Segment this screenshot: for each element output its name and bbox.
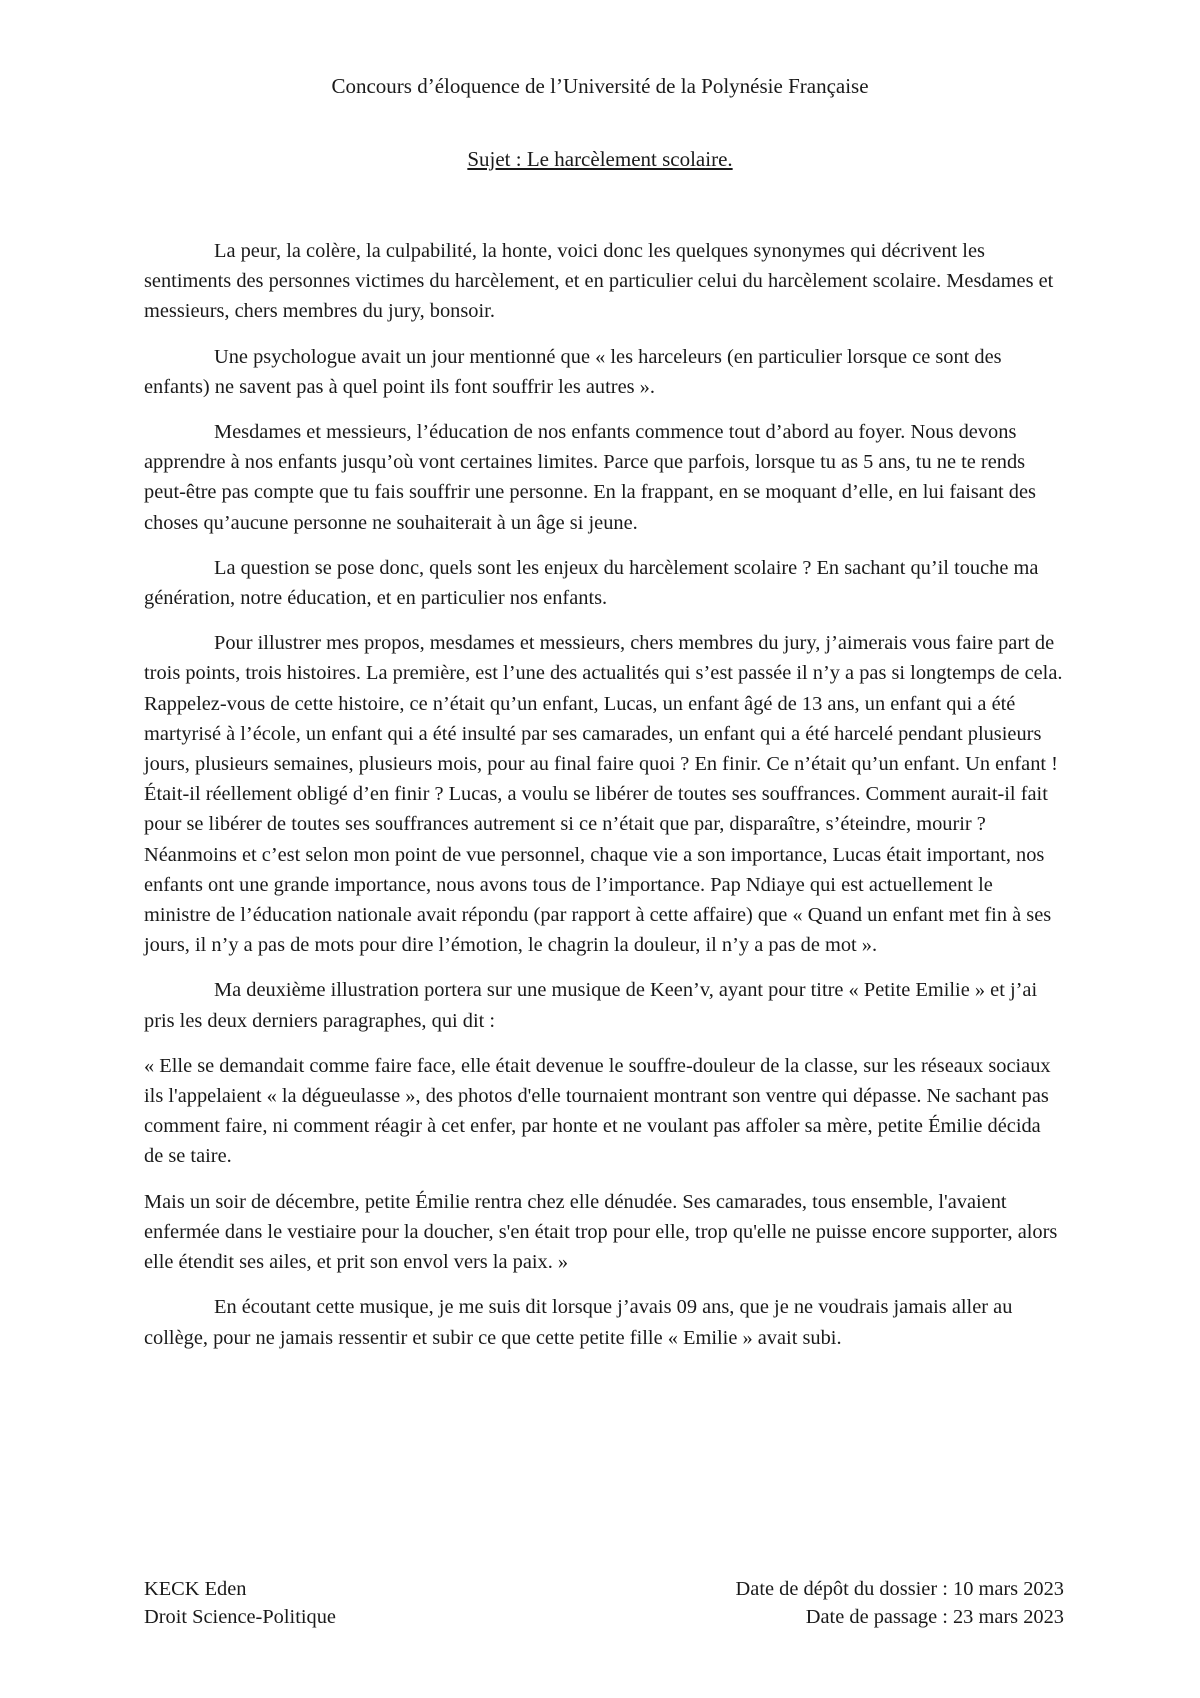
paragraph-lucas: Pour illustrer mes propos, mesdames et messieurs, chers membres du jury, j’aimerais vous faire part de trois points, trois histoires. La première, est l’une des actualités qui s’est passée il n’y a pas si longtemps de cela. Rappelez-vous de cette histoire, ce n’était qu’un enfant, Lucas, un enfant âgé de 13 ans, un enfant qui a été martyrisé à l’école, un enfant qui a été insulté par ses camarades, un enfant qui a été harcelé pendant plusieurs jours, plusieurs semaines, plusieurs mois, pour au final faire quoi ? En finir. Ce n’était qu’un enfant. Un enfant ! Était-il réellement obligé d’en finir ? Lucas, a voulu se libérer de toutes ses souffrances. Comment aurait-il fait pour se libérer de toutes ses souffrances autrement si ce n’était que par, disparaître, s’éteindre, mourir ? Néanmoins et c’est selon mon point de vue personnel, chaque vie a son importance, Lucas était important, nos enfants ont une grande importance, nous avons tous de l’importance. Pap Ndiaye qui est actuellement le ministre de l’éducation nationale avait répondu (par rapport à cette affaire) que « Quand un enfant met fin à ses jours, il n’y a pas de mots pour dire l’émotion, le chagrin la douleur, il n’y a pas de mot ». [144,632,1063,957]
author-block [144,1575,336,1631]
dates-block [736,1575,1064,1631]
author-program: Droit Science-Politique [144,1606,336,1628]
paragraph-closing: En écoutant cette musique, je me suis dit lorsque j’avais 09 ans, que je ne voudrais jamais aller au collège, pour ne jamais ressentir et subir ce que cette petite fille « Emilie » avait subi. [144,1296,1013,1349]
paragraph-intro: La peur, la colère, la culpabilité, la honte, voici donc les quelques synonymes qui décrivent les sentiments des personnes victimes du harcèlement, et en particulier celui du harcèlement scolaire. Mesdames et messieurs, chers membres du jury, bonsoir. [144,240,1054,323]
paragraph-psychologist: Une psychologue avait un jour mentionné que « les harceleurs (en particulier lorsque ce sont des enfants) ne savent pas à quel point ils font souffrir les autres ». [144,345,1002,398]
paragraph-question: La question se pose donc, quels sont les enjeux du harcèlement scolaire ? En sachant qu’il touche ma génération, notre éducation, et en particulier nos enfants. [144,556,1039,610]
speech-body [144,236,1064,1368]
subject-heading: Sujet : Le harcèlement scolaire. [467,147,733,171]
paragraph-song-intro: Ma deuxième illustration portera sur une musique de Keen’v, ayant pour titre « Petite Emilie » et j’ai pris les deux derniers paragraphes, qui dit : [144,979,1038,1032]
presentation-date: Date de passage : 23 mars 2023 [805,1606,1064,1628]
paragraph-education: Mesdames et messieurs, l’éducation de nos enfants commence tout d’abord au foyer. Nous devons apprendre à nos enfants jusqu’où vont certaines limites. Parce que parfois, lorsque tu as 5 ans, tu ne te rends peut-être pas compte que tu fais souffrir une personne. En la frappant, en se moquant d’elle, en lui faisant des choses qu’aucune personne ne souhaiterait à un âge si jeune. [144,421,1036,534]
quote-paragraph-1: « Elle se demandait comme faire face, elle était devenue le souffre-douleur de la classe, sur les réseaux sociaux ils l'appelaient « la dégueulasse », des photos d'elle tournaient montrant son ventre qui dépasse. Ne sachant pas comment faire, ni comment réagir à cet enfer, par honte et ne voulant pas affoler sa mère, petite Émilie décida de se taire. [144,1054,1051,1168]
submission-date: Date de dépôt du dossier : 10 mars 2023 [735,1578,1064,1600]
contest-title: Concours d’éloquence de l’Université de la Polynésie Française [331,74,869,98]
author-name: KECK Eden [144,1578,247,1600]
quote-paragraph-2: Mais un soir de décembre, petite Émilie rentra chez elle dénudée. Ses camarades, tous ensemble, l'avaient enfermée dans le vestiaire pour la doucher, s'en était trop pour elle, trop qu'elle ne puisse encore supporter, alors elle étendit ses ailes, et prit son envol vers la paix. » [144,1190,1058,1274]
